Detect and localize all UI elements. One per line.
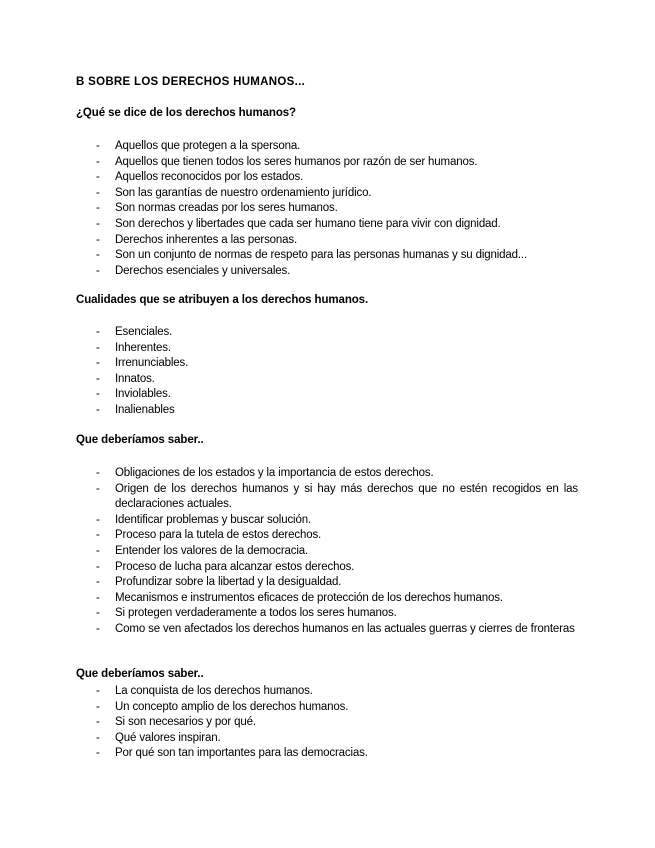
bullet-dash: -: [96, 186, 100, 199]
list-item: [0, 341, 578, 357]
bullet-dash: -: [96, 202, 100, 215]
list-item: [0, 466, 578, 482]
list-item-text: La conquista de los derechos humanos.: [115, 685, 313, 697]
bullet-dash: -: [96, 357, 100, 370]
section-heading-cualidades: Cualidades que se atribuyen a los derechos humanos.: [76, 294, 369, 306]
bullet-dash: -: [96, 529, 100, 542]
bullet-dash: -: [96, 700, 100, 713]
list-item: [0, 528, 578, 544]
list-item: [0, 544, 578, 560]
list-item-text: Origen de los derechos humanos y si hay más derechos que no estén recogidos en las declaraciones actuales.: [115, 482, 578, 511]
bullet-dash: -: [96, 576, 100, 589]
bullet-dash: -: [96, 403, 100, 416]
bullet-dash: -: [96, 607, 100, 620]
list-item: [0, 325, 578, 341]
list-item: [0, 746, 578, 762]
list-item: [0, 170, 578, 186]
list-item-text: Irrenunciables.: [115, 357, 189, 370]
list-item: [0, 560, 578, 576]
document-title: B SOBRE LOS DERECHOS HUMANOS...: [76, 76, 306, 88]
list-item: [0, 606, 578, 622]
list-item: [0, 264, 578, 280]
list-item-text: Entender los valores de la democracia.: [115, 544, 309, 557]
list-item: [0, 356, 578, 372]
bullet-dash: -: [96, 217, 100, 230]
list-que-deberiamos-saber-2: [0, 684, 655, 762]
list-item: [0, 622, 578, 638]
bullet-dash: -: [96, 341, 100, 354]
list-item: [0, 591, 578, 607]
list-item-text: Inherentes.: [115, 341, 171, 354]
list-que-se-dice: [0, 139, 655, 279]
list-item-text: Obligaciones de los estados y la importancia de estos derechos.: [115, 467, 434, 479]
section-heading-que-deberiamos-saber-1: Que deberíamos saber..: [76, 434, 204, 446]
list-item-text: Como se ven afectados los derechos humanos en las actuales guerras y cierres de fronteras: [115, 622, 575, 635]
bullet-dash: -: [96, 467, 100, 479]
list-item: [0, 731, 578, 747]
bullet-dash: -: [96, 622, 100, 635]
bullet-dash: -: [96, 731, 100, 744]
list-item: [0, 186, 578, 202]
list-item-text: Aquellos que tienen todos los seres humanos por razón de ser humanos.: [115, 155, 478, 168]
list-item-text: Proceso para la tutela de estos derechos.: [115, 529, 322, 542]
list-item-text: Qué valores inspiran.: [115, 731, 221, 744]
list-item-text: Mecanismos e instrumentos eficaces de protección de los derechos humanos.: [115, 591, 503, 604]
bullet-dash: -: [96, 171, 100, 184]
list-item: [0, 513, 578, 529]
bullet-dash: -: [96, 140, 100, 152]
list-item: [0, 575, 578, 591]
bullet-dash: -: [96, 482, 100, 495]
list-item-text: Profundizar sobre la libertad y la desigualdad.: [115, 576, 342, 589]
list-item-text: Son normas creadas por los seres humanos.: [115, 202, 338, 215]
list-item-text: Son derechos y libertades que cada ser humano tiene para vivir con dignidad.: [115, 217, 501, 230]
bullet-dash: -: [96, 685, 100, 697]
list-item-text: Por qué son tan importantes para las democracias.: [115, 747, 368, 760]
section-heading-que-se-dice: ¿Qué se dice de los derechos humanos?: [76, 107, 296, 119]
list-item: [0, 387, 578, 403]
bullet-dash: -: [96, 326, 100, 338]
bullet-dash: -: [96, 544, 100, 557]
list-item-text: Aquellos reconocidos por los estados.: [115, 171, 304, 184]
bullet-dash: -: [96, 513, 100, 526]
list-item: [0, 217, 578, 233]
list-item: [0, 715, 578, 731]
list-item: [0, 482, 578, 513]
bullet-dash: -: [96, 264, 100, 277]
bullet-dash: -: [96, 747, 100, 760]
list-item-text: Identificar problemas y buscar solución.: [115, 513, 311, 526]
list-item-text: Un concepto amplio de los derechos humanos.: [115, 700, 349, 713]
bullet-dash: -: [96, 591, 100, 604]
list-item-text: Inalienables: [115, 403, 175, 416]
bullet-dash: -: [96, 388, 100, 401]
list-cualidades: [0, 325, 655, 419]
list-item: [0, 700, 578, 716]
list-item-text: Si son necesarios y por qué.: [115, 716, 256, 729]
list-item-text: Innatos.: [115, 372, 155, 385]
list-item: [0, 684, 578, 700]
list-item-text: Inviolables.: [115, 388, 171, 401]
list-item-text: Si protegen verdaderamente a todos los seres humanos.: [115, 607, 397, 620]
bullet-dash: -: [96, 249, 100, 262]
list-item: [0, 233, 578, 249]
section-heading-que-deberiamos-saber-2: Que deberíamos saber..: [76, 668, 204, 680]
list-item-text: Derechos esenciales y universales.: [115, 264, 291, 277]
list-item-text: Derechos inherentes a las personas.: [115, 233, 298, 246]
list-item: [0, 155, 578, 171]
list-que-deberiamos-saber-1: [0, 466, 655, 638]
list-item: [0, 403, 578, 419]
bullet-dash: -: [96, 560, 100, 573]
list-item: [0, 201, 578, 217]
bullet-dash: -: [96, 372, 100, 385]
list-item: [0, 372, 578, 388]
list-item-text: Son un conjunto de normas de respeto para las personas humanas y su dignidad...: [115, 249, 528, 262]
bullet-dash: -: [96, 155, 100, 168]
list-item-text: Proceso de lucha para alcanzar estos derechos.: [115, 560, 355, 573]
list-item: [0, 139, 578, 155]
list-item-text: Esenciales.: [115, 326, 173, 338]
list-item-text: Aquellos que protegen a la spersona.: [115, 140, 301, 152]
bullet-dash: -: [96, 716, 100, 729]
bullet-dash: -: [96, 233, 100, 246]
list-item-text: Son las garantías de nuestro ordenamiento jurídico.: [115, 186, 372, 199]
list-item: [0, 248, 578, 264]
